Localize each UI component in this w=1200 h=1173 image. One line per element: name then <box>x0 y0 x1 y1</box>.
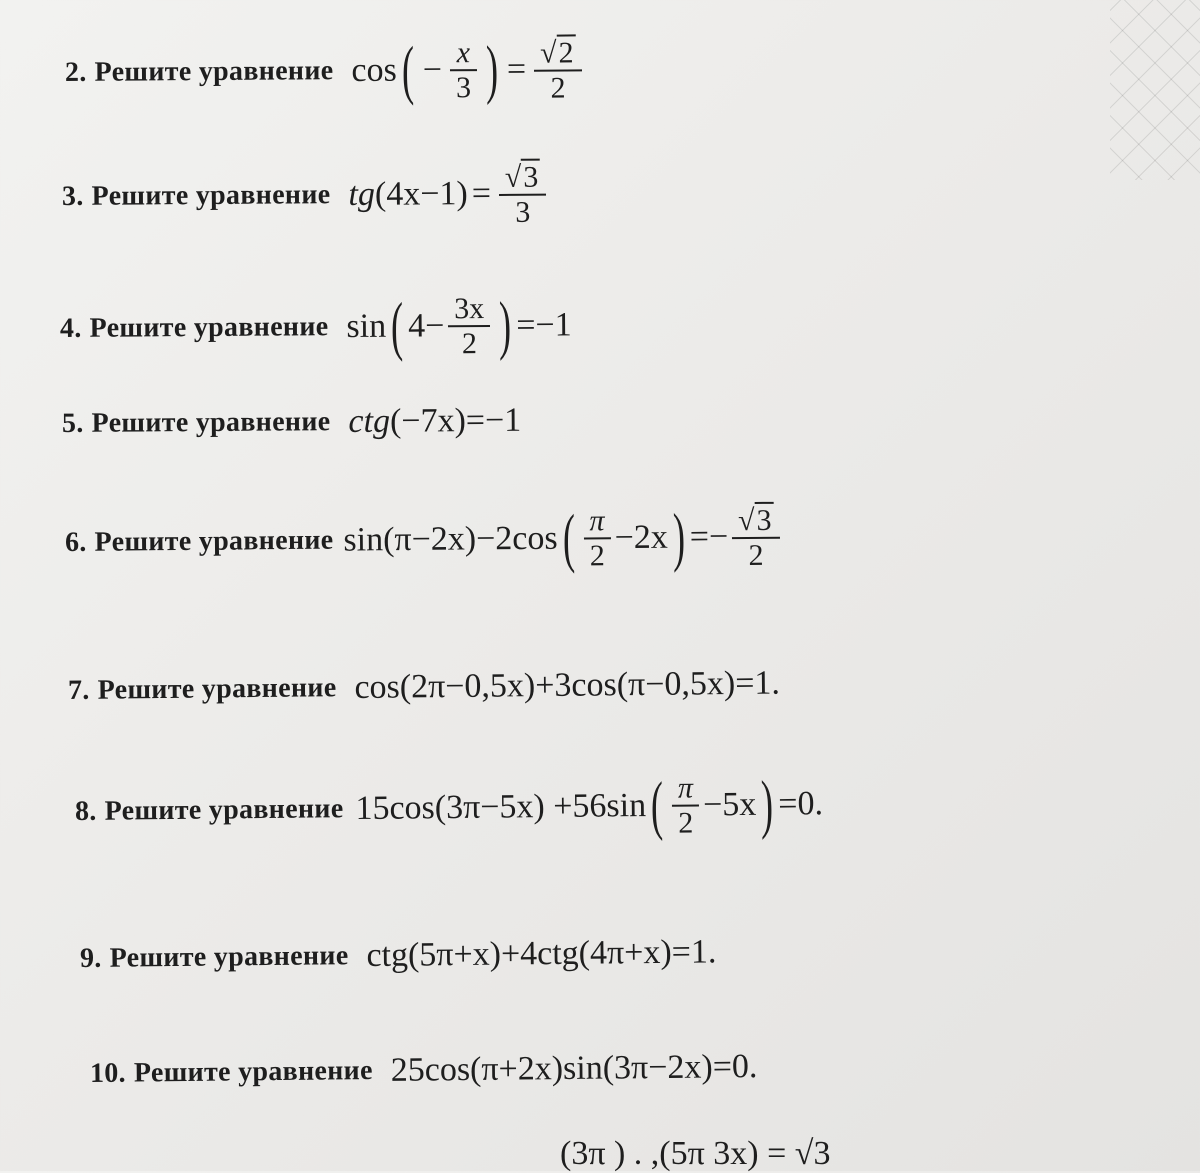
problem-10 <box>90 1048 758 1093</box>
fraction-rhs: √ 2 2 <box>534 34 582 104</box>
function-name: tg <box>348 175 376 213</box>
denominator: 2 <box>461 327 478 361</box>
equation-4: sin ( 4− $\frac{3x}{2}$ ) =−1 <box>346 288 572 363</box>
denominator: 2 <box>678 806 694 840</box>
problem-8 <box>74 767 824 846</box>
problem-number: 9. <box>79 942 102 974</box>
expression: ctg(5π+x)+4ctg(4π+x)=1. <box>366 933 717 974</box>
problem-3 <box>62 159 551 232</box>
fraction-rhs: √ 3 2 <box>732 502 780 572</box>
term: sin(π−2x)−2cos <box>343 519 558 559</box>
problem-6 <box>65 502 784 578</box>
denominator: 3 <box>515 195 531 229</box>
function-name: ctg <box>348 402 391 440</box>
term: −2x <box>614 518 668 557</box>
problem-2 <box>65 34 586 108</box>
problem-number: 2. <box>64 56 87 88</box>
equation-5 <box>348 402 521 441</box>
problem-label <box>62 406 331 440</box>
denominator: 2 <box>748 538 764 573</box>
problem-7 <box>68 665 780 710</box>
problem-verb: Решите уравнение <box>91 179 331 212</box>
problem-number: 3. <box>61 180 84 212</box>
denominator: 2 <box>550 71 566 105</box>
numerator: 3x <box>454 292 485 326</box>
fraction <box>672 771 700 839</box>
argument: (−7x) <box>389 402 466 440</box>
problem-label <box>60 311 329 345</box>
problem-number: 6. <box>64 526 87 558</box>
right-side: =0. <box>778 785 824 823</box>
cutoff-text: (3π ) . ,(5π 3x) = √3 <box>560 1135 831 1172</box>
term: 15cos(3π−5x) +56sin <box>355 787 647 828</box>
problem-verb: Решите уравнение <box>97 672 337 706</box>
problem-number: 5. <box>61 407 84 439</box>
equation-9 <box>366 933 716 975</box>
equation-10 <box>391 1048 758 1090</box>
fraction <box>450 36 477 104</box>
equation-6: sin(π−2x)−2cos ( $\frac{\pi}{2}$ −2x ) =− √ 3 2 <box>343 502 784 576</box>
problem-verb: Решите уравнение <box>109 940 349 974</box>
radicand: 3 <box>754 502 773 537</box>
problem-verb: Решите уравнение <box>94 524 334 558</box>
problem-label <box>65 55 334 89</box>
equation-3 <box>348 159 550 230</box>
numerator: π <box>677 771 694 805</box>
problem-number: 10. <box>89 1057 127 1089</box>
fraction <box>583 504 611 572</box>
term: 4− <box>408 307 445 345</box>
problem-label <box>65 525 334 559</box>
fraction <box>448 292 490 360</box>
equals-sign: = <box>506 50 527 88</box>
problem-label <box>68 672 337 707</box>
problem-verb: Решите уравнение <box>89 311 329 344</box>
problem-9 <box>80 933 717 978</box>
expression: 25cos(π+2x)sin(3π−2x)=0. <box>390 1048 758 1089</box>
equation-2: cos ( − $\frac{x}{3}$ ) = √ 2 2 <box>351 34 586 106</box>
radicand: 2 <box>556 34 575 69</box>
problem-number: 7. <box>67 674 90 706</box>
problem-5 <box>62 402 521 443</box>
problem-4 <box>59 288 572 363</box>
expression: cos(2π−0,5x)+3cos(π−0,5x)=1. <box>354 664 781 706</box>
background-pattern <box>1110 0 1200 180</box>
problem-verb: Решите уравнение <box>104 793 344 827</box>
numerator: π <box>589 504 605 538</box>
right-side: =−1 <box>465 401 522 440</box>
right-side: =−1 <box>516 306 572 344</box>
denominator: 2 <box>589 539 605 573</box>
problem-number: 8. <box>74 795 97 827</box>
problem-label <box>62 179 331 213</box>
numerator: x <box>456 36 471 70</box>
argument: (4x−1) <box>374 175 468 213</box>
radicand: 3 <box>521 159 540 194</box>
equals-sign: =− <box>689 518 729 556</box>
function-name: sin <box>346 307 387 345</box>
fraction-rhs: √ 3 3 <box>499 159 547 229</box>
problem-label <box>80 940 349 975</box>
equation-7 <box>354 665 780 707</box>
problem-label <box>75 793 344 828</box>
term: −5x <box>702 785 757 824</box>
sign: − <box>422 51 443 89</box>
problem-verb: Решите уравнение <box>133 1055 373 1089</box>
equation-8: 15cos(3π−5x) +56sin ( $\frac{\pi}{2}$ −5x ) =0. <box>355 767 824 842</box>
problem-verb: Решите уравнение <box>91 406 331 439</box>
problem-label <box>90 1055 373 1090</box>
function-name: cos <box>351 51 397 89</box>
problem-verb: Решите уравнение <box>94 55 334 88</box>
denominator: 3 <box>455 71 472 105</box>
equals-sign: = <box>471 175 492 213</box>
problem-number: 4. <box>59 312 82 344</box>
